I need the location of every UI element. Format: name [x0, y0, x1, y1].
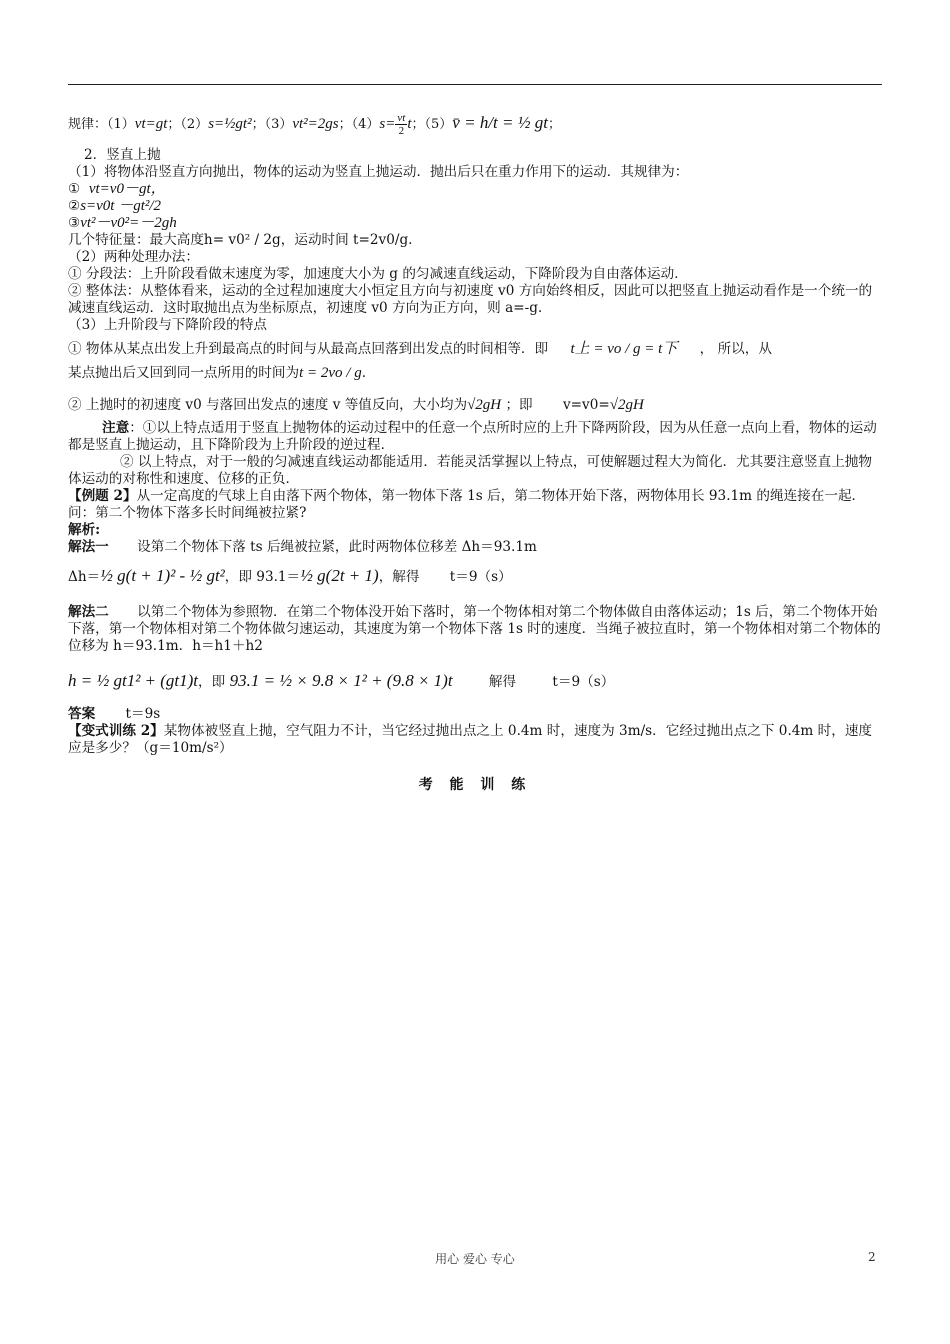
- solution-2-label: 解法二: [68, 604, 109, 620]
- eq-result: t＝9（s）: [449, 569, 512, 585]
- eq-number: ③: [68, 215, 81, 231]
- solution-2-text: 以第二个物体为参照物．在第二个物体没开始下落时，第一个物体相对第二个物体做自由落体运动；1s 后，第二个物体开始下落，第一个物体相对第二个物体做匀速运动，其速度为第一个物体下落 1s 时的速度．当绳子被拉直时，第一个物体相对第二个物体的位移为 h＝93.1m．h＝h1＋h2: [68, 604, 881, 654]
- rules-sep: ；（2）: [167, 117, 209, 132]
- paragraph-3: （3）上升阶段与下降阶段的特点: [68, 317, 267, 333]
- eq-expression: ½ g(t + 1)² - ½ gt²: [100, 566, 225, 585]
- formula-4-fraction: [395, 113, 407, 137]
- rules-line: [68, 112, 884, 137]
- method-1: ① 分段法：上升阶段看做末速度为零，加速度大小为 g 的匀减速直线运动，下降阶段为自由落体运动．: [68, 266, 688, 282]
- eq-number: ①: [68, 181, 81, 197]
- page-number: 2: [868, 1250, 876, 1264]
- formula-2: s=½gt²: [208, 116, 252, 132]
- char-1-cont-text: 某点抛出后又回到同一点所用的时间为: [68, 365, 300, 381]
- eq-expression-2: ½ g(2t + 1): [300, 566, 379, 585]
- paragraph-2: （2）两种处理办法：: [68, 249, 199, 265]
- paragraph-1: （1）将物体沿竖直方向抛出，物体的运动为竖直上抛运动．抛出后只在重力作用下的运动．其规律为：: [68, 164, 689, 180]
- equation-3: [68, 215, 884, 232]
- char-2-text: ② 上抛时的初速度 v0 与落回出发点的速度 v 等值反向，大小均为: [68, 397, 468, 413]
- eq-result: t＝9（s）: [552, 674, 615, 690]
- note-label: 注意: [102, 420, 130, 436]
- section-title: 考 能 训 练: [418, 777, 532, 793]
- analysis-label: 解析:: [68, 522, 101, 538]
- note-2: ② 以上特点，对于一般的匀减速直线运动都能适用．若能灵活掌握以上特点，可使解题过程大为简化．尤其要注意竖直上抛物体运动的对称性和速度、位移的正负．: [68, 454, 872, 487]
- features-line: 几个特征量：最大高度h= v0² / 2g，运动时间 t=2v0/g.: [68, 232, 413, 248]
- eq-number: ②: [68, 198, 81, 214]
- example-text: 从一定高度的气球上自由落下两个物体，第一物体下落 1s 后，第二物体开始下落，两物体用长 93.1m 的绳连接在一起．问：第二个物体下落多长时间绳被拉紧?: [68, 488, 866, 521]
- fraction-denominator: 2: [398, 124, 405, 137]
- char-1-text: ① 物体从某点出发上升到最高点的时间与从最高点回落到出发点的时间相等．即: [68, 341, 549, 357]
- formula-4-lhs: s=: [379, 116, 396, 132]
- variant-training-2: [68, 723, 884, 757]
- rules-end: ；: [547, 117, 561, 132]
- example-label: 【例题 2】: [68, 488, 137, 504]
- eq-text: s=v0t －gt²/2: [80, 198, 162, 214]
- formula-3: vt²=2gs: [292, 116, 339, 132]
- char-2-mid: ；即: [505, 397, 533, 413]
- rules-lead: 规律：（1）: [68, 117, 135, 132]
- equation-1: [68, 181, 884, 198]
- solution-2: [68, 604, 884, 655]
- eq-solve: ，解得: [378, 569, 420, 585]
- characteristic-2: [68, 395, 884, 415]
- eq-mid: ，即: [198, 674, 226, 690]
- answer-line: [68, 706, 884, 723]
- method-2: ② 整体法：从整体看来，运动的全过程加速度大小恒定且方向与初速度 v0 方向始终相反，因此可以把竖直上抛运动看作是一个统一的减速直线运动．这时取抛出点为坐标原点，初速度 v0 方向为正方向，则 a=-g.: [68, 283, 873, 316]
- eq-expression-2: 93.1 = ½ × 9.8 × 1² + (9.8 × 1)t: [229, 671, 453, 690]
- answer-label: 答案: [68, 706, 96, 722]
- eq-text: vt=v0－gt，: [88, 181, 166, 197]
- note-1-text: ：①以上特点适用于竖直上抛物体的运动过程中的任意一个点所时应的上升下降两阶段，因为从任意一点向上看，物体的运动都是竖直上抛运动，且下降阶段为上升阶段的逆过程．: [68, 420, 877, 453]
- rules-sep: ；（4）: [338, 117, 380, 132]
- characteristic-1-cont: [68, 362, 884, 384]
- char-1-formula-2: t = 2vo / g: [299, 365, 362, 381]
- char-1-tail: ， 所以，从: [699, 341, 772, 357]
- solution-1-intro: [68, 539, 884, 556]
- formula-4-tail: t: [407, 116, 412, 132]
- rules-sep: ；（5）: [411, 117, 453, 132]
- solution-1-equation: [68, 562, 884, 591]
- formula-1: vt=gt: [134, 116, 168, 132]
- example-2: [68, 488, 884, 522]
- eq-text: vt²－v0²=－2gh: [80, 215, 177, 231]
- char-1-end: .: [361, 365, 367, 381]
- solution-2-equation: [68, 667, 884, 696]
- characteristic-1: [68, 338, 884, 360]
- char-2-formula: √2gH: [467, 397, 502, 413]
- fraction-numerator: vt: [397, 111, 406, 124]
- eq-lhs: Δh＝: [68, 569, 101, 585]
- variant-label: 【变式训练 2】: [68, 723, 164, 739]
- char-2-formula-2: √2gH: [609, 397, 644, 413]
- header-rule: [68, 84, 882, 85]
- note-1: [68, 420, 884, 454]
- eq-solve: 解得: [488, 674, 517, 690]
- solution-1-label: 解法一: [68, 539, 109, 555]
- solution-1-text: 设第二个物体下落 ts 后绳被拉紧，此时两物体位移差 Δh＝93.1m: [137, 539, 537, 555]
- char-2-eq: v=v0=: [562, 397, 610, 413]
- rules-sep: ；（3）: [251, 117, 293, 132]
- eq-mid: ，即 93.1＝: [224, 569, 301, 585]
- section-heading: 2．竖直上抛: [84, 147, 161, 163]
- variant-text: 某物体被竖直上抛，空气阻力不计，当它经过抛出点之上 0.4m 时，速度为 3m/s．它经过抛出点之下 0.4m 时，速度应是多少？（g＝10m/s²）: [68, 723, 873, 756]
- equation-2: [68, 198, 884, 215]
- footer-text: 用心 爱心 专心: [435, 1252, 515, 1266]
- formula-5: v̄ = h/t = ½ gt: [452, 113, 548, 132]
- answer-value: t＝9s: [125, 706, 161, 722]
- char-1-formula: t上 = vo / g = t下: [570, 341, 678, 357]
- eq-expression: h = ½ gt1² + (gt1)t: [68, 671, 199, 690]
